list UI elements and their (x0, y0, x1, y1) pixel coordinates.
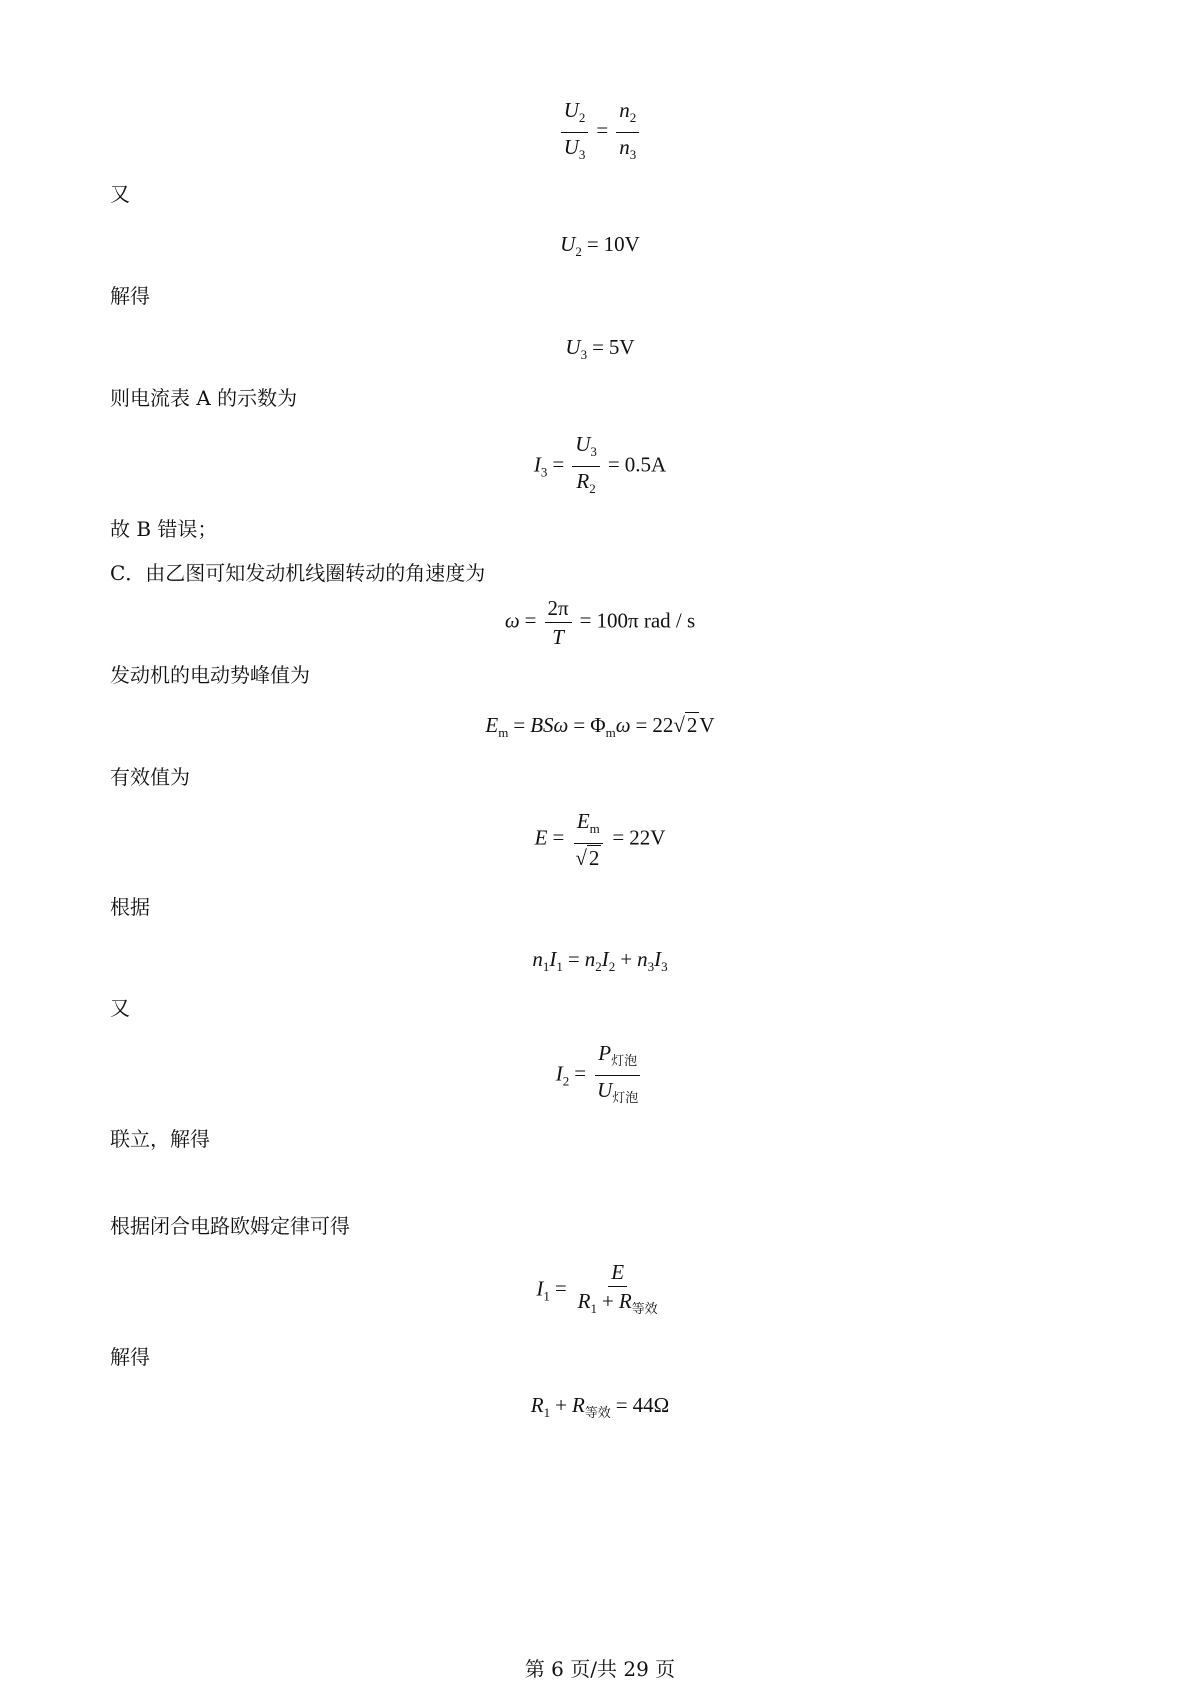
equation-voltage-ratio: $\frac{U_2}{U_3}$ = $\frac{n_2}{n_3}$ (0, 98, 1200, 167)
line-emf-peak: 发动机的电动势峰值为 (110, 663, 310, 687)
line-you-2: 又 (110, 996, 130, 1020)
line-c-intro: C．由乙图可知发动机线圈转动的角速度为 (110, 561, 486, 585)
line-lianli: 联立，解得 (110, 1127, 210, 1151)
line-ammeter: 则电流表 A 的示数为 (110, 386, 298, 410)
equation-rms: E = $\frac{E_m}{√2}$ = 22V (534, 809, 666, 870)
line-you-1: 又 (110, 182, 130, 206)
line-jiede-2: 解得 (110, 1345, 150, 1369)
equation-emf-peak: $E_m = BS\omega = \Phi_m\omega = 22√2V$ (485, 713, 715, 740)
line-rms: 有效值为 (110, 765, 190, 789)
equation-i2: $I_2$ = $\frac{P_{灯泡}}{U_{灯泡}}$ (555, 1041, 639, 1105)
equation-u2: $U_2 = 10V$ (560, 232, 640, 259)
equation-i3: $I_3$ = $\frac{U_3}{R_2}$ = 0.5A (533, 432, 667, 496)
line-ohm: 根据闭合电路欧姆定律可得 (110, 1214, 350, 1238)
equation-omega: ω = $\frac{2\pi}{T}$ = 100π rad / s (504, 596, 696, 649)
line-genju: 根据 (110, 895, 150, 919)
equation-resistance-sum: $R_1 + R_{等效} = 44\Omega$ (530, 1393, 670, 1420)
page-number: 第 6 页/共 29 页 (524, 1657, 676, 1681)
equation-current-balance: $n_1I_1 = n_2I_2 + n_3I_3$ (532, 947, 668, 974)
equation-i1: $I_1$ = $\frac{E}{R_1 + R_{等效}}$ (536, 1260, 658, 1316)
line-jiede-1: 解得 (110, 284, 150, 308)
equation-u3: $U_3 = 5V$ (565, 335, 635, 362)
line-b-wrong: 故 B 错误； (110, 517, 218, 541)
